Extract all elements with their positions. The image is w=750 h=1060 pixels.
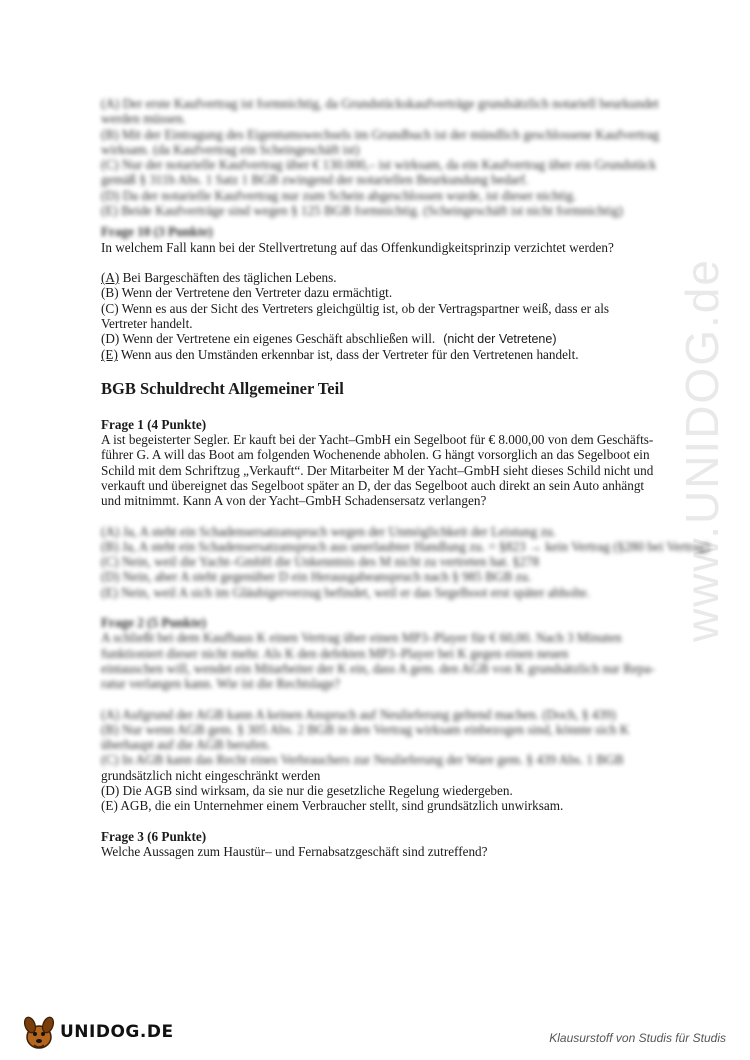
question-heading: Frage 10 (3 Punkte) [101,224,213,240]
document-content [101,96,729,859]
frage-2-visible [101,768,729,814]
answer-letter: (A) [101,269,120,285]
blurred-line: (B) Mit der Eintragung des Eigentumswechsels im Grundbuch ist der mündlich geschlossene Kaufvertrag [101,126,660,142]
question-text-line: und mitnimmt. Kann A von der Yacht–GmbH Schadensersatz verlangen? [101,493,487,509]
blurred-line: (A) Aufgrund der AGB kann A keinen Anspruch auf Neulieferung geltend machen. (Doch, § 439) [101,706,616,722]
blurred-line: werden müssen. [101,111,186,127]
question-text-line: verkauft und übereignet das Segelboot später an D, der das Segelboot auch direkt an sein Auto anhängt [101,477,645,493]
question-heading: Frage 1 (4 Punkte) [101,416,207,432]
logo-text: UNIDOG.DE [60,1022,174,1042]
question-text: Welche Aussagen zum Haustür– und Fernabsatzgeschäft sind zutreffend? [101,843,488,859]
watermark: www.UNIDOG.de [676,258,728,642]
answer-c-cont: grundsätzlich nicht eingeschränkt werden [101,767,321,783]
answer-c: (C) Wenn es aus der Sicht des Vertreters gleichgültig ist, ob der Vertragspartner weiß, dass er als [101,300,609,316]
question-heading: Frage 3 (6 Punkte) [101,828,207,844]
answer-b: (B) Wenn der Vertretene den Vertreter dazu ermächtigt. [101,285,393,301]
blurred-line: (C) In AGB kann das Recht eines Verbrauchers zur Neulieferung der Ware gem. § 439 Abs. 1 BGB [101,752,624,768]
answer-e [101,347,729,362]
blurred-line: Frage 2 (5 Punkte) [101,615,207,631]
frage-1 [101,417,729,509]
blurred-answers-frage9 [101,96,729,218]
section-title: BGB Schuldrecht Allgemeiner Teil [101,378,344,398]
answer-d [101,331,729,347]
handwritten-note: (nicht der Vetretene) [443,332,557,347]
blurred-answers-frage1 [101,524,729,600]
blurred-line: (B) Ja, A steht ein Schadensersatzanspruch aus unerlaubter Handlung zu. = §823 → kein Vertrag (§280 bei Vertrag) [101,538,710,554]
blurred-line: ratur verlangen kann. Wie ist die Rechtslage? [101,676,341,692]
answer-text: Bei Bargeschäften des täglichen Lebens. [119,269,337,285]
question-text: In welchem Fall kann bei der Stellvertretung auf das Offenkundigkeitsprinzip verzichtet werden? [101,239,614,255]
footer-tagline: Klausurstoff von Studis für Studis [549,1031,726,1045]
blurred-line: (D) Da der notarielle Kaufvertrag nur zum Schein abgeschlossen wurde, ist dieser nichtig. [101,187,577,203]
blurred-line: funktioniert dieser nicht mehr. Als K den defekten MP3–Player bei K gegen einen neuen [101,645,569,661]
dog-icon [22,1013,56,1051]
answer-letter: (E) [101,347,118,363]
blurred-line: (D) Nein, aber A steht gegenüber D ein Herausgabeanspruch nach § 985 BGB zu. [101,569,532,585]
frage-3 [101,829,729,860]
blurred-line: überhaupt auf die AGB berufen. [101,737,271,753]
blurred-line: (C) Nein, weil die Yacht–GmbH die Unkenntnis des M nicht zu vertreten hat. §278 [101,554,540,570]
answer-text: (D) Wenn der Vertretene ein eigenes Geschäft abschließen will. [101,331,436,347]
answer-c-cont: Vertreter handelt. [101,315,193,331]
blurred-line: (C) Nur der notarielle Kaufvertrag über € 130.000,– ist wirksam, da ein Kaufvertrag über ein Grundstück [101,157,657,173]
question-text-line: A ist begeisterter Segler. Er kauft bei der Yacht–GmbH ein Segelboot für € 8.000,00 von dem Geschäfts- [101,432,654,448]
blurred-line: eintauschen will, wendet ein Mitarbeiter der K ein, dass A gem. den AGB von K grundsätzlich nur Repa- [101,660,655,676]
blurred-line: wirksam. (da Kaufvertrag ein Scheingeschäft ist) [101,141,360,157]
blurred-line: (B) Nur wenn AGB gem. § 305 Abs. 2 BGB in den Vertrag wirksam einbezogen sind, könnte sich K [101,721,630,737]
answer-text: Wenn aus den Umständen erkennbar ist, dass der Vertreter für den Vertretenen handelt. [117,347,579,363]
answer-a [101,270,729,285]
blurred-frage2 [101,615,729,768]
question-text-line: führer G. A will das Boot am folgenden Wochenende abholen. G hängt vorsorglich an das Segelboot ein [101,447,650,463]
blurred-line: (E) Beide Kaufverträge sind wegen § 125 BGB formnichtig. (Scheingeschäft ist nicht formnichtig) [101,203,623,219]
question-text-line: Schild mit dem Schriftzug „Verkauft“. Der Mitarbeiter M der Yacht–GmbH sieht dieses Schild nicht und [101,462,654,478]
frage-10 [101,224,729,362]
unidog-logo [22,1012,174,1052]
answer-d: (D) Die AGB sind wirksam, da sie nur die gesetzliche Regelung wiedergeben. [101,782,513,798]
answer-e: (E) AGB, die ein Unternehmer einem Verbraucher stellt, sind grundsätzlich unwirksam. [101,798,564,814]
blurred-line: (E) Nein, weil A sich im Gläubigerverzug befindet, weil er das Segelboot erst später abholte. [101,584,590,600]
blurred-line: gemäß § 311b Abs. 1 Satz 1 BGB zwingend der notariellen Beurkundung bedarf. [101,172,529,188]
blurred-line: A schließt bei dem Kaufhaus K einen Vertrag über einen MP3–Player für € 60,00. Nach 3 Minuten [101,630,622,646]
blurred-line: (A) Ja, A steht ein Schadensersatzanspruch wegen der Unmöglichkeit der Leistung zu. [101,523,557,539]
blurred-line: (A) Der erste Kaufvertrag ist formnichtig, da Grundstückskaufverträge grundsätzlich notariell beurkundet [101,96,659,111]
